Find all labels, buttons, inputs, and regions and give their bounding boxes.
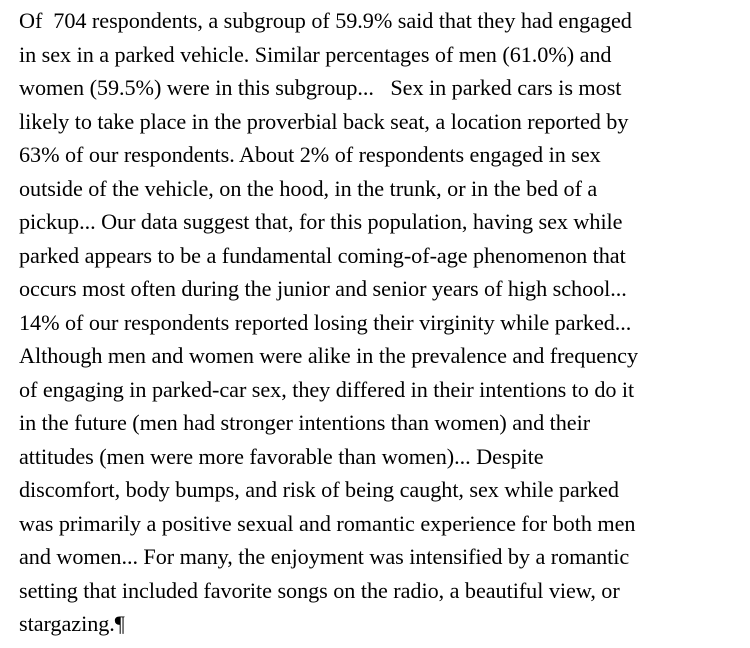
text-line-13: in the future (men had stronger intentions than women) and their — [19, 410, 591, 435]
body-paragraph — [19, 4, 731, 641]
text-line-18: setting that included favorite songs on the radio, a beautiful view, or — [19, 577, 620, 603]
text-line-2: in sex in a parked vehicle. Similar percentages of men (61.0%) and — [19, 41, 612, 67]
text-line-10: 14% of our respondents reported losing their virginity while parked... — [19, 309, 632, 335]
text-line-5: 63% of our respondents. About 2% of respondents engaged in sex — [19, 142, 601, 167]
text-line-19-content: stargazing. — [19, 611, 115, 636]
paragraph-mark-icon: ¶ — [114, 611, 125, 636]
text-line-8: parked appears to be a fundamental coming-of-age phenomenon that — [19, 242, 626, 268]
text-line-19 — [19, 607, 731, 641]
text-line-11: Although men and women were alike in the prevalence and frequency — [19, 343, 638, 368]
text-line-15: discomfort, body bumps, and risk of being caught, sex while parked — [19, 477, 619, 502]
text-line-14: attitudes (men were more favorable than women)... Despite — [19, 443, 544, 469]
text-line-6: outside of the vehicle, on the hood, in the trunk, or in the bed of a — [19, 175, 598, 201]
text-line-1: Of 704 respondents, a subgroup of 59.9% said that they had engaged — [19, 8, 632, 33]
text-line-12: of engaging in parked-car sex, they differed in their intentions to do it — [19, 376, 635, 402]
text-line-4: likely to take place in the proverbial back seat, a location reported by — [19, 108, 629, 134]
text-line-17: and women... For many, the enjoyment was intensified by a romantic — [19, 544, 630, 569]
text-line-3: women (59.5%) were in this subgroup... Sex in parked cars is most — [19, 75, 622, 100]
text-line-9: occurs most often during the junior and senior years of high school... — [19, 276, 627, 301]
text-line-7: pickup... Our data suggest that, for this population, having sex while — [19, 209, 623, 234]
text-line-16: was primarily a positive sexual and romantic experience for both men — [19, 510, 636, 536]
